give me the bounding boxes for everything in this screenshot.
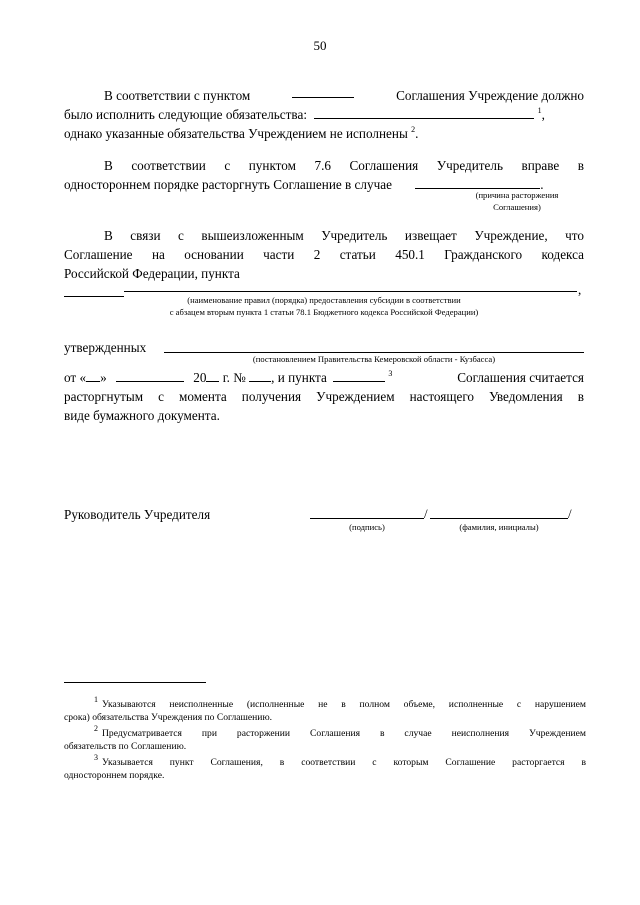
termination-reason-caption-2: Соглашения) bbox=[493, 202, 541, 212]
p1-text-start: В соответствии с пунктом bbox=[104, 88, 251, 103]
p3-line2: Соглашение на основании части 2 статьи 450.1 Гражданского кодекса bbox=[64, 247, 584, 262]
clause-number-field[interactable] bbox=[292, 86, 354, 98]
year-field[interactable] bbox=[206, 370, 219, 382]
p4-line4: виде бумажного документа. bbox=[64, 408, 220, 423]
footnote-2-number: 2 bbox=[94, 723, 98, 733]
slash-2: / bbox=[568, 506, 572, 521]
footnote-ref-1: 1 bbox=[537, 105, 542, 115]
p4-line2-end: Соглашения считается bbox=[457, 370, 584, 385]
day-field[interactable] bbox=[86, 370, 100, 382]
p3-comma: , bbox=[578, 282, 582, 297]
p3-line1: В связи с вышеизложенным Учредитель извещает Учреждение, что bbox=[104, 228, 584, 243]
clause-label: , и пункта bbox=[271, 370, 327, 385]
rules-name-caption-1: (наименование правил (порядка) предоставления субсидии в соответствии bbox=[187, 295, 461, 305]
month-field[interactable] bbox=[116, 370, 184, 382]
p2-line1: В соответствии с пунктом 7.6 Соглашения Учредитель вправе в bbox=[104, 158, 584, 173]
footnote-1 bbox=[64, 694, 586, 724]
footnote-2-line2: обязательств по Соглашению. bbox=[64, 741, 187, 752]
footnote-ref-3: 3 bbox=[388, 368, 393, 378]
rules-name-field[interactable] bbox=[124, 291, 577, 292]
footnote-3-line2: одностороннем порядке. bbox=[64, 770, 165, 781]
agreement-clause-field[interactable] bbox=[333, 370, 385, 382]
footnote-2 bbox=[64, 723, 586, 753]
p1-text-end: Соглашения Учреждение должно bbox=[396, 88, 584, 103]
obligations-field[interactable] bbox=[314, 107, 534, 119]
approval-act-field[interactable] bbox=[164, 352, 584, 353]
p1-line3: однако указанные обязательства Учреждением не исполнены bbox=[64, 126, 408, 141]
p2-period: . bbox=[540, 177, 544, 192]
signature-field[interactable] bbox=[310, 518, 424, 519]
p4-line3: расторгнутым с момента получения Учреждением настоящего Уведомления в bbox=[64, 389, 584, 404]
name-initials-caption: (фамилия, инициалы) bbox=[459, 522, 539, 532]
footnote-3-line1: Указывается пункт Соглашения, в соответствии с которым Соглашение расторгается в bbox=[102, 757, 586, 768]
p4-approved-label: утвержденных bbox=[64, 340, 147, 355]
footnote-2-line1: Предусматривается при расторжении Соглашения в случае неисполнения Учреждением bbox=[102, 728, 586, 739]
date-close-quote: » bbox=[100, 370, 107, 385]
footnote-1-line1: Указываются неисполненные (исполненные не в полном объеме, исполненные с нарушением bbox=[102, 699, 586, 710]
termination-reason-field[interactable] bbox=[415, 177, 540, 189]
p1-period: . bbox=[415, 126, 419, 141]
p3-line3: Российской Федерации, пункта bbox=[64, 266, 240, 281]
footnote-1-line2: срока) обязательства Учреждения по Соглашению. bbox=[64, 712, 273, 723]
number-label: г. № bbox=[222, 370, 246, 385]
footnote-3 bbox=[64, 752, 586, 782]
signature-label: Руководитель Учредителя bbox=[64, 507, 211, 522]
p2-line2: одностороннем порядке расторгнуть Соглашение в случае bbox=[64, 177, 392, 192]
footnote-separator bbox=[64, 682, 206, 683]
termination-reason-caption-1: (причина расторжения bbox=[475, 190, 559, 200]
signature-caption: (подпись) bbox=[349, 522, 385, 532]
page-number: 50 bbox=[313, 38, 327, 53]
slash-1: / bbox=[424, 506, 428, 521]
p4-date-line bbox=[64, 368, 584, 387]
name-initials-field[interactable] bbox=[430, 518, 568, 519]
year-prefix: 20 bbox=[193, 370, 207, 385]
p1-line2: было исполнить следующие обязательства: bbox=[64, 107, 307, 122]
footnote-ref-2: 2 bbox=[411, 124, 416, 134]
act-number-field[interactable] bbox=[249, 370, 271, 382]
footnote-3-number: 3 bbox=[94, 752, 98, 762]
date-open-quote: от « bbox=[64, 370, 87, 385]
rules-name-caption-2: с абзацем вторым пункта 1 статьи 78.1 Бюджетного кодекса Российской Федерации) bbox=[169, 307, 479, 317]
p1-comma: , bbox=[541, 107, 545, 122]
footnote-1-number: 1 bbox=[94, 694, 98, 704]
approval-act-caption: (постановлением Правительства Кемеровской области - Кузбасса) bbox=[252, 354, 496, 364]
